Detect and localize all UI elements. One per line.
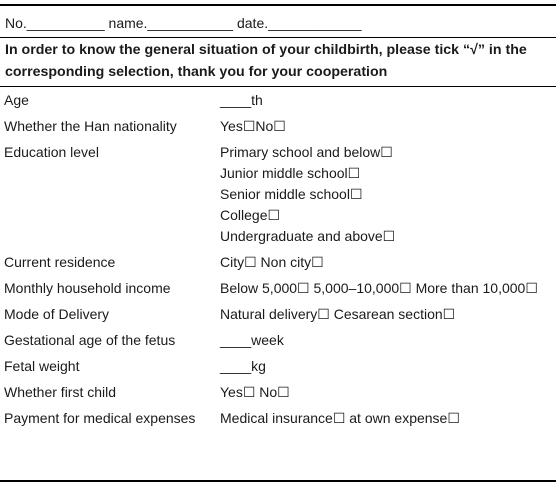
table-row xyxy=(0,302,556,328)
form-meta-line: No.__________ name.___________ date.____________ xyxy=(5,15,362,31)
question-label-first-child: Whether first child xyxy=(4,384,117,400)
first-child-options[interactable]: Yes☐ No☐ xyxy=(220,384,290,400)
answer-cell xyxy=(215,354,556,380)
table-row xyxy=(0,140,556,250)
education-option[interactable]: Primary school and below☐ xyxy=(220,144,393,160)
age-answer-blank[interactable]: ____th xyxy=(220,92,263,108)
instructions-text: In order to know the general situation of your childbirth, please tick “√” in the corresponding selection, thank you for your cooperation xyxy=(5,42,527,80)
intro-divider xyxy=(0,86,556,87)
question-label-income: Monthly household income xyxy=(4,280,171,296)
bottom-rule xyxy=(0,480,556,482)
answer-cell xyxy=(215,302,556,328)
answer-cell xyxy=(215,276,556,302)
questionnaire-table xyxy=(0,88,556,432)
question-label-age: Age xyxy=(4,92,29,108)
question-label-han-nationality: Whether the Han nationality xyxy=(4,118,177,134)
answer-cell xyxy=(215,380,556,406)
income-options[interactable]: Below 5,000☐ 5,000–10,000☐ More than 10,000☐ xyxy=(220,280,538,296)
answer-cell xyxy=(215,406,556,432)
answer-cell xyxy=(215,140,556,250)
table-row xyxy=(0,380,556,406)
question-label-delivery-mode: Mode of Delivery xyxy=(4,306,110,322)
payment-options[interactable]: Medical insurance☐ at own expense☐ xyxy=(220,410,460,426)
answer-cell xyxy=(215,88,556,114)
han-nationality-options[interactable]: Yes☐No☐ xyxy=(220,118,286,134)
table-row xyxy=(0,88,556,114)
top-rule xyxy=(0,4,556,6)
answer-cell xyxy=(215,114,556,140)
question-label-residence: Current residence xyxy=(4,254,116,270)
residence-options[interactable]: City☐ Non city☐ xyxy=(220,254,324,270)
answer-cell xyxy=(215,250,556,276)
table-row xyxy=(0,276,556,302)
table-row xyxy=(0,354,556,380)
education-option[interactable]: Undergraduate and above☐ xyxy=(220,228,396,244)
question-label-education: Education level xyxy=(4,144,99,160)
delivery-mode-options[interactable]: Natural delivery☐ Cesarean section☐ xyxy=(220,306,456,322)
education-option[interactable]: Junior middle school☐ xyxy=(220,165,361,181)
table-row xyxy=(0,406,556,432)
education-option[interactable]: Senior middle school☐ xyxy=(220,186,363,202)
question-label-gestational-age: Gestational age of the fetus xyxy=(4,332,176,348)
education-option[interactable]: College☐ xyxy=(220,207,281,223)
question-label-fetal-weight: Fetal weight xyxy=(4,358,80,374)
meta-divider xyxy=(0,37,556,38)
table-row xyxy=(0,250,556,276)
table-row xyxy=(0,328,556,354)
answer-cell xyxy=(215,328,556,354)
question-label-payment: Payment for medical expenses xyxy=(4,410,196,426)
gestational-age-blank[interactable]: ____week xyxy=(220,332,284,348)
fetal-weight-blank[interactable]: ____kg xyxy=(220,358,266,374)
table-row xyxy=(0,114,556,140)
